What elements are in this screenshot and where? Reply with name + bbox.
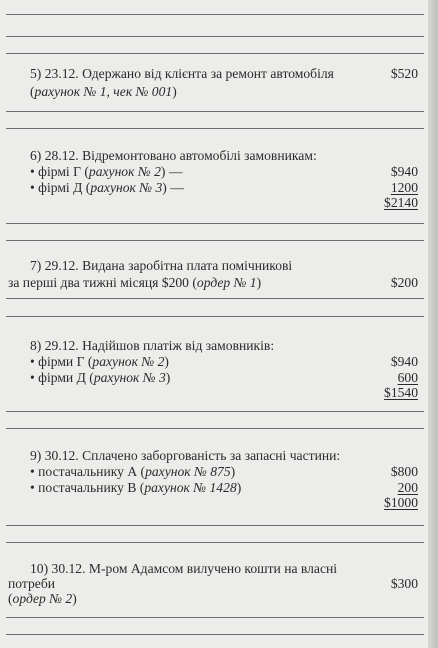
entry-line: 6) 28.12. Відремонтовано автомобілі замовникам:: [30, 148, 317, 163]
entry-line: • постачальнику А (рахунок № 875): [30, 464, 236, 479]
entry-amount: $940: [390, 354, 418, 369]
entry-amount: 600: [397, 370, 418, 385]
page-edge: [428, 0, 438, 648]
entry-total: $1000: [384, 495, 418, 510]
ruled-line: [6, 53, 424, 54]
entry-amount: $520: [390, 66, 418, 81]
entry-line: 7) 29.12. Видана заробітна плата помічникові: [30, 258, 293, 273]
entry-line: потреби: [8, 576, 56, 591]
entry-line: • фірмі Д (рахунок № 3) —: [30, 180, 184, 195]
ruled-line: [6, 36, 424, 37]
entry-line: 8) 29.12. Надійшов платіж від замовників:: [30, 338, 275, 353]
ruled-line: [6, 542, 424, 543]
entry-line: (рахунок № 1, чек № 001): [30, 84, 177, 99]
entry-amount: $300: [390, 576, 418, 591]
ruled-line: [6, 240, 424, 241]
entry-amount: 200: [397, 480, 418, 495]
ruled-line: [6, 14, 424, 15]
entry-line: • фірми Г (рахунок № 2): [30, 354, 169, 369]
ruled-line: [6, 316, 424, 317]
entry-line: • фірмі Г (рахунок № 2) —: [30, 164, 183, 179]
ruled-line: [6, 634, 424, 635]
entry-amount: $200: [390, 275, 418, 290]
ruled-line: [6, 525, 424, 526]
ruled-line: [6, 128, 424, 129]
ruled-line: [6, 411, 424, 412]
ruled-line: [6, 223, 424, 224]
ruled-line: [6, 111, 424, 112]
entry-line: 9) 30.12. Сплачено заборгованість за запасні частини:: [30, 448, 341, 463]
entry-line: • постачальнику В (рахунок № 1428): [30, 480, 242, 495]
ruled-line: [6, 428, 424, 429]
entry-line: (ордер № 2): [8, 591, 77, 606]
entry-line: за перші два тижні місяця $200 (ордер № 1): [8, 275, 262, 290]
ruled-line: [6, 617, 424, 618]
entry-amount: $940: [390, 164, 418, 179]
entry-total: $1540: [384, 385, 418, 400]
entry-line: • фірми Д (рахунок № 3): [30, 370, 171, 385]
entry-line: 5) 23.12. Одержано від клієнта за ремонт автомобіля: [30, 66, 334, 81]
entry-total: $2140: [384, 195, 418, 210]
entry-amount: 1200: [390, 180, 418, 195]
ruled-line: [6, 298, 424, 299]
entry-amount: $800: [390, 464, 418, 479]
entry-line: 10) 30.12. М-ром Адамсом вилучено кошти на власні: [30, 561, 338, 576]
